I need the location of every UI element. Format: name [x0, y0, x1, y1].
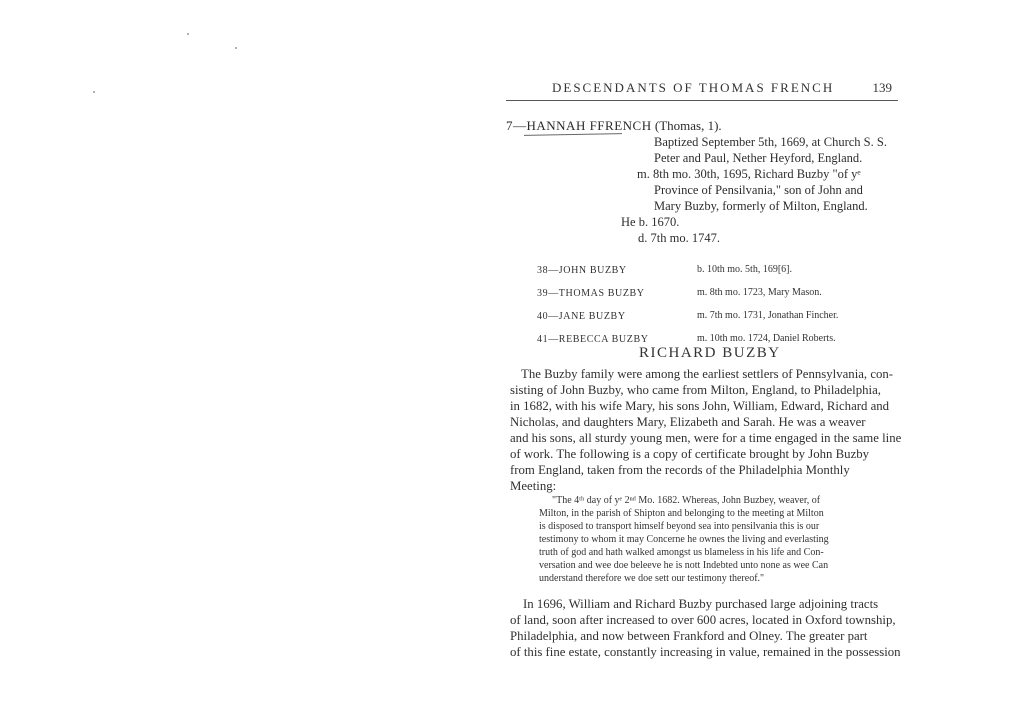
section-title: RICHARD BUZBY [639, 345, 781, 361]
quote-line: understand therefore we doe sett our testimony thereof." [539, 573, 765, 584]
entry-detail: He b. 1670. [621, 215, 680, 229]
paragraph-line: in 1682, with his wife Mary, his sons John, William, Edward, Richard and [510, 399, 890, 413]
entry-detail: d. 7th mo. 1747. [638, 231, 720, 245]
entry-detail: Province of Pensilvania," son of John and [654, 183, 863, 197]
child-name: 38—JOHN BUZBY [537, 265, 627, 276]
paragraph-line: In 1696, William and Richard Buzby purchased large adjoining tracts [523, 597, 879, 611]
entry-title [506, 118, 722, 134]
entry-parentage: (Thomas, 1). [654, 118, 722, 133]
header-rule [506, 100, 898, 101]
child-note: b. 10th mo. 5th, 169[6]. [697, 264, 792, 275]
running-header [552, 80, 892, 96]
scan-speck [187, 33, 189, 35]
quote-line: truth of god and hath walked amongst us blameless in his life and Con- [539, 547, 824, 558]
paragraph-line: of land, soon after increased to over 600 acres, located in Oxford township, [510, 613, 896, 627]
paragraph-line: The Buzby family were among the earliest settlers of Pennsylvania, con- [521, 367, 894, 381]
paragraph-line: Meeting: [510, 479, 557, 493]
page-number: 139 [872, 80, 892, 95]
child-name: 40—JANE BUZBY [537, 311, 626, 322]
scan-speck [235, 47, 237, 49]
child-note: m. 8th mo. 1723, Mary Mason. [697, 287, 822, 298]
quote-line: "The 4ᵗʰ day of yᵉ 2ⁿᵈ Mo. 1682. Whereas, John Buzbey, weaver, of [552, 495, 821, 506]
paragraph-line: from England, taken from the records of the Philadelphia Monthly [510, 463, 850, 477]
entry-detail: Peter and Paul, Nether Heyford, England. [654, 151, 863, 165]
paragraph-line: sisting of John Buzby, who came from Milton, England, to Philadelphia, [510, 383, 881, 397]
child-note: m. 10th mo. 1724, Daniel Roberts. [697, 333, 836, 344]
entry-detail: Mary Buzby, formerly of Milton, England. [654, 199, 868, 213]
child-note: m. 7th mo. 1731, Jonathan Fincher. [697, 310, 839, 321]
quote-line: versation and wee doe beleeve he is nott Indebted unto none as wee Can [539, 560, 829, 571]
paragraph-line: of work. The following is a copy of certificate brought by John Buzby [510, 447, 870, 461]
scan-speck [93, 91, 95, 93]
entry-detail: Baptized September 5th, 1669, at Church S. S. [654, 135, 887, 149]
paragraph-line: Philadelphia, and now between Frankford and Olney. The greater part [510, 629, 868, 643]
paragraph-line: Nicholas, and daughters Mary, Elizabeth and Sarah. He was a weaver [510, 415, 866, 429]
child-name: 39—THOMAS BUZBY [537, 288, 645, 299]
paragraph-line: and his sons, all sturdy young men, were for a time engaged in the same line [510, 431, 902, 445]
quote-line: is disposed to transport himself beyond sea into pensilvania this is our [539, 521, 820, 532]
entry-name: 7—HANNAH FFRENCH [506, 118, 652, 133]
quote-line: testimony to whom it may Concerne he ownes the living and everlasting [539, 534, 829, 545]
paragraph-line: of this fine estate, constantly increasing in value, remained in the possession [510, 645, 901, 659]
child-name: 41—REBECCA BUZBY [537, 334, 649, 345]
entry-detail: m. 8th mo. 30th, 1695, Richard Buzby "of yᵉ [637, 167, 861, 181]
running-title: DESCENDANTS OF THOMAS FRENCH [552, 80, 835, 95]
quote-line: Milton, in the parish of Shipton and belonging to the meeting at Milton [539, 508, 824, 519]
